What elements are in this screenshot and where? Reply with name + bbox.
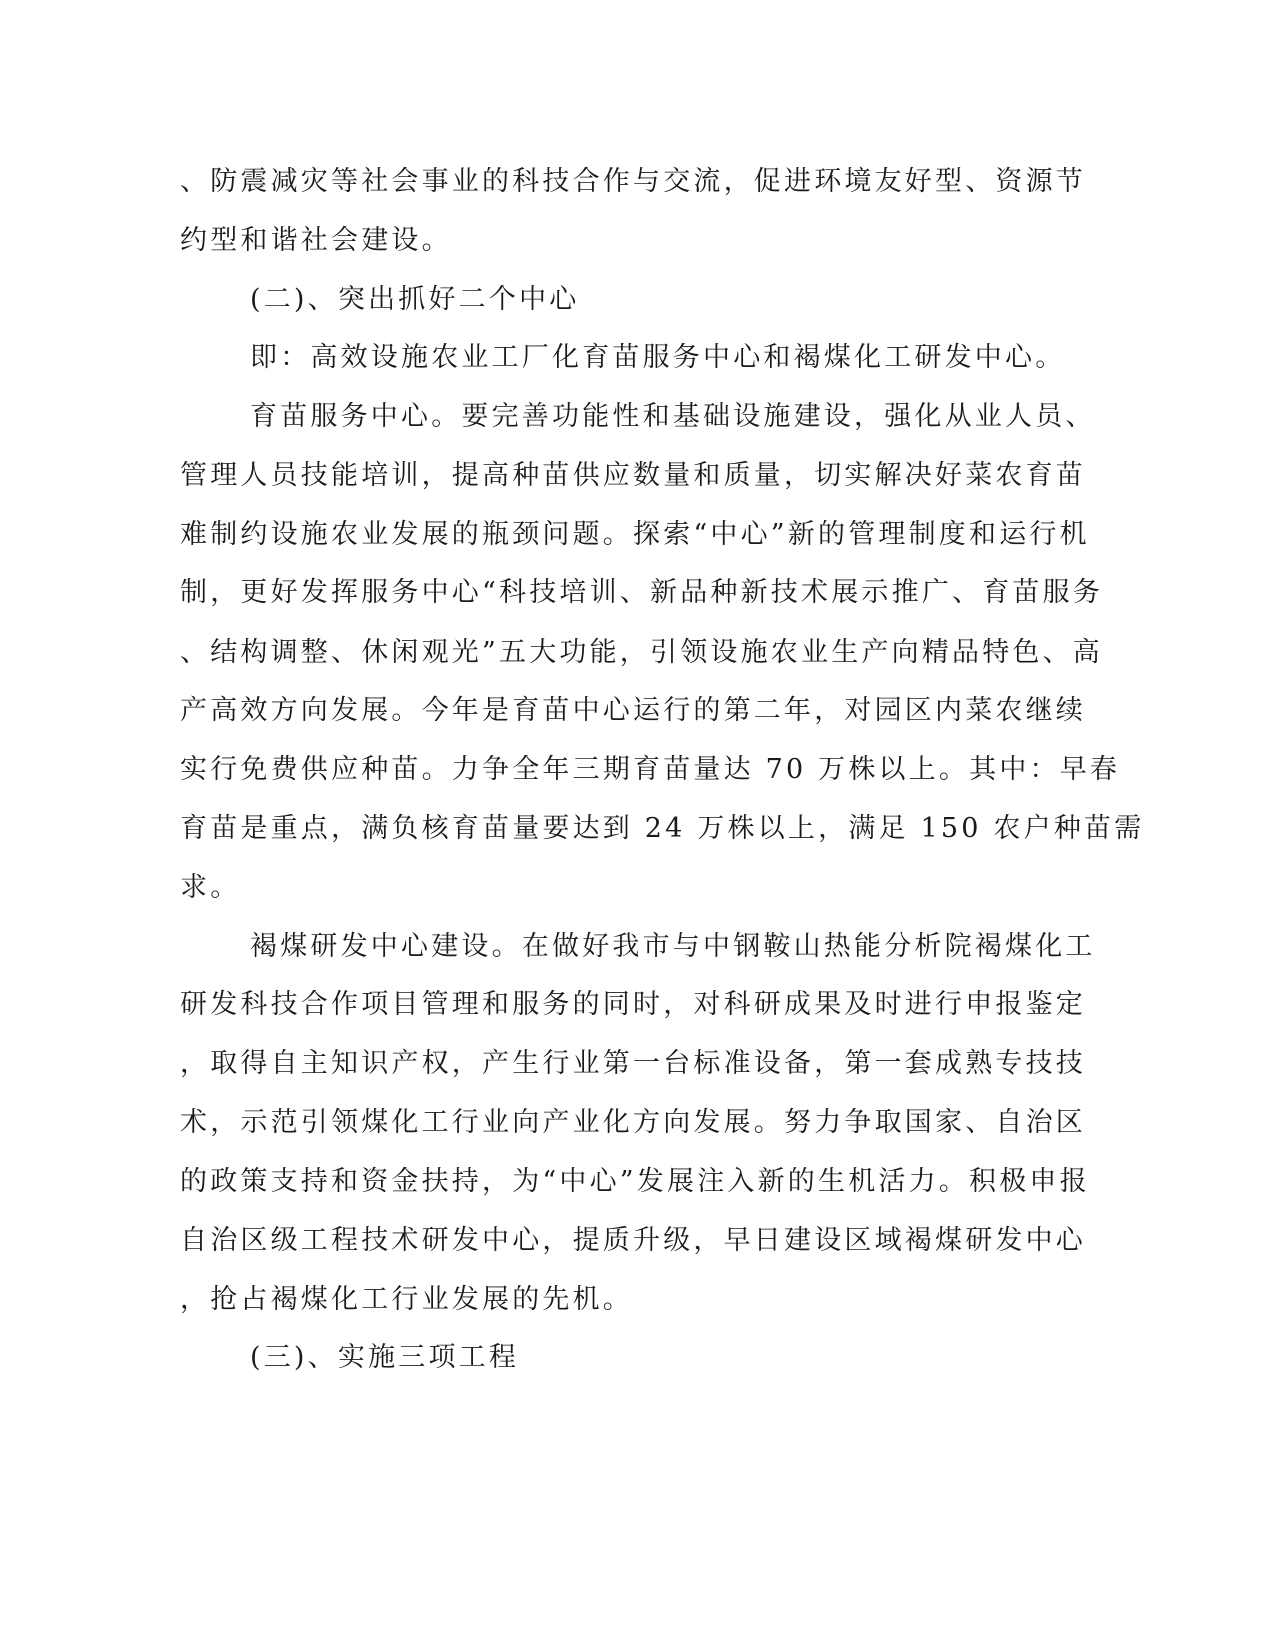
paragraph-line: 的政策支持和资金扶持，为“中心”发展注入新的生机活力。积极申报: [180, 1166, 1090, 1197]
paragraph-line: 、防震减灾等社会事业的科技合作与交流，促进环境友好型、资源节: [180, 166, 1086, 197]
paragraph-line: 制，更好发挥服务中心“科技培训、新品种新技术展示推广、育苗服务: [180, 577, 1104, 608]
paragraph-line: 术，示范引领煤化工行业向产业化方向发展。努力争取国家、自治区: [180, 1107, 1086, 1138]
paragraph-line: 褐煤研发中心建设。在做好我市与中钢鞍山热能分析院褐煤化工: [250, 931, 1096, 962]
paragraph-line: 育苗是重点，满负核育苗量要达到 24 万株以上，满足 150 农户种苗需: [180, 813, 1145, 844]
paragraph-line: ，抢占褐煤化工行业发展的先机。: [180, 1284, 633, 1315]
paragraph-line: ，取得自主知识产权，产生行业第一台标准设备，第一套成熟专技技: [180, 1048, 1086, 1079]
paragraph-line: 研发科技合作项目管理和服务的同时，对科研成果及时进行申报鉴定: [180, 989, 1086, 1020]
paragraph-line: 自治区级工程技术研发中心，提质升级，早日建设区域褐煤研发中心: [180, 1225, 1086, 1256]
paragraph-line: 管理人员技能培训，提高种苗供应数量和质量，切实解决好菜农育苗: [180, 460, 1086, 491]
paragraph-line: 约型和谐社会建设。: [180, 225, 452, 256]
paragraph-line: 育苗服务中心。要完善功能性和基础设施建设，强化从业人员、: [250, 401, 1096, 432]
section-heading: (三)、实施三项工程: [250, 1342, 520, 1373]
section-heading: (二)、突出抓好二个中心: [250, 284, 580, 315]
paragraph-line: 实行免费供应种苗。力争全年三期育苗量达 70 万株以上。其中：早春: [180, 754, 1121, 785]
paragraph-line: 、结构调整、休闲观光”五大功能，引领设施农业生产向精品特色、高: [180, 637, 1104, 668]
paragraph-line: 即：高效设施农业工厂化育苗服务中心和褐煤化工研发中心。: [250, 342, 1066, 373]
paragraph-line: 产高效方向发展。今年是育苗中心运行的第二年，对园区内菜农继续: [180, 695, 1086, 726]
paragraph-line: 难制约设施农业发展的瓶颈问题。探索“中心”新的管理制度和运行机: [180, 519, 1090, 550]
paragraph-line: 求。: [180, 872, 241, 903]
